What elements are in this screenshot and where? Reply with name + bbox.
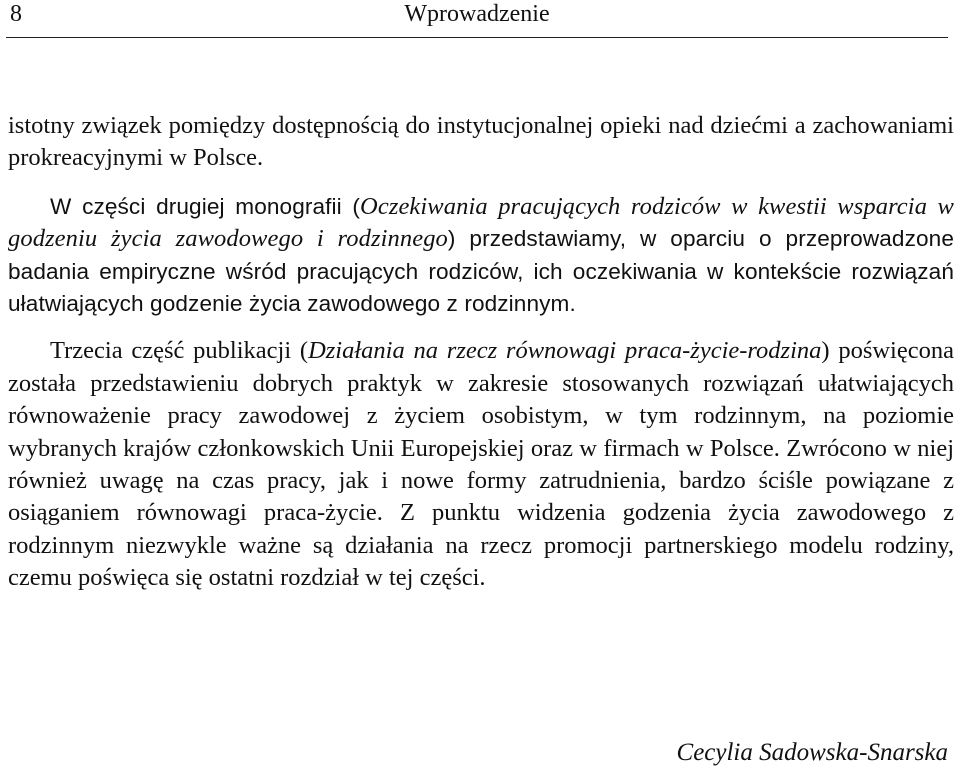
paragraph-3 — [8, 335, 954, 594]
page-number: 8 — [10, 1, 22, 27]
body-text — [8, 110, 954, 595]
paragraph-2-title: Oczekiwania pracujących rodziców w kwestii wsparcia w godzeniu życia zawodowego i rodzinnego — [8, 192, 954, 253]
paragraph-1: istotny związek pomiędzy dostępnością do instytucjonalnej opieki nad dziećmi a zachowaniami prokreacyjnymi w Polsce. — [8, 112, 954, 172]
paragraph-3-title: Działania na rzecz równowagi praca-życie-rodzina — [308, 337, 822, 365]
paragraph-3-intro: Trzecia część publikacji ( — [50, 337, 309, 365]
running-title: Wprowadzenie — [404, 1, 550, 27]
paragraph-2-intro: W części drugiej monografii ( — [50, 193, 361, 219]
author-signature: Cecylia Sadowska-Snarska — [676, 739, 948, 766]
page-header — [6, 0, 948, 38]
paragraph-3-body: ) poświęcona została przedstawieniu dobrych praktyk w zakresie stosowanych rozwiązań ułatwiających równoważenie pracy zawodowej z życiem osobistym, w tym rodzinnym, na poziomie wybranych krajów członkowskich Unii Europejskiej oraz w firmach w Polsce. Zwrócono w niej również uwagę na czas pracy, jak i nowe formy zatrudnienia, bardzo ściśle powiązane z osiąganiem równowagi praca-życie. Z punktu widzenia godzenia życia zawodowego z rodzinnym niezwykle ważne są działania na rzecz promocji partnerskiego modelu rodziny, czemu poświęca się ostatni rozdział w tej części. — [8, 337, 954, 592]
paragraph-2-body: ) przedstawiamy, w oparciu o przeprowadzone badania empiryczne wśród pracujących rodziców, ich oczekiwania w kontekście rozwiązań ułatwiających godzenie życia zawodowego z rodzinnym. — [8, 226, 954, 317]
paragraph-2 — [8, 191, 954, 321]
